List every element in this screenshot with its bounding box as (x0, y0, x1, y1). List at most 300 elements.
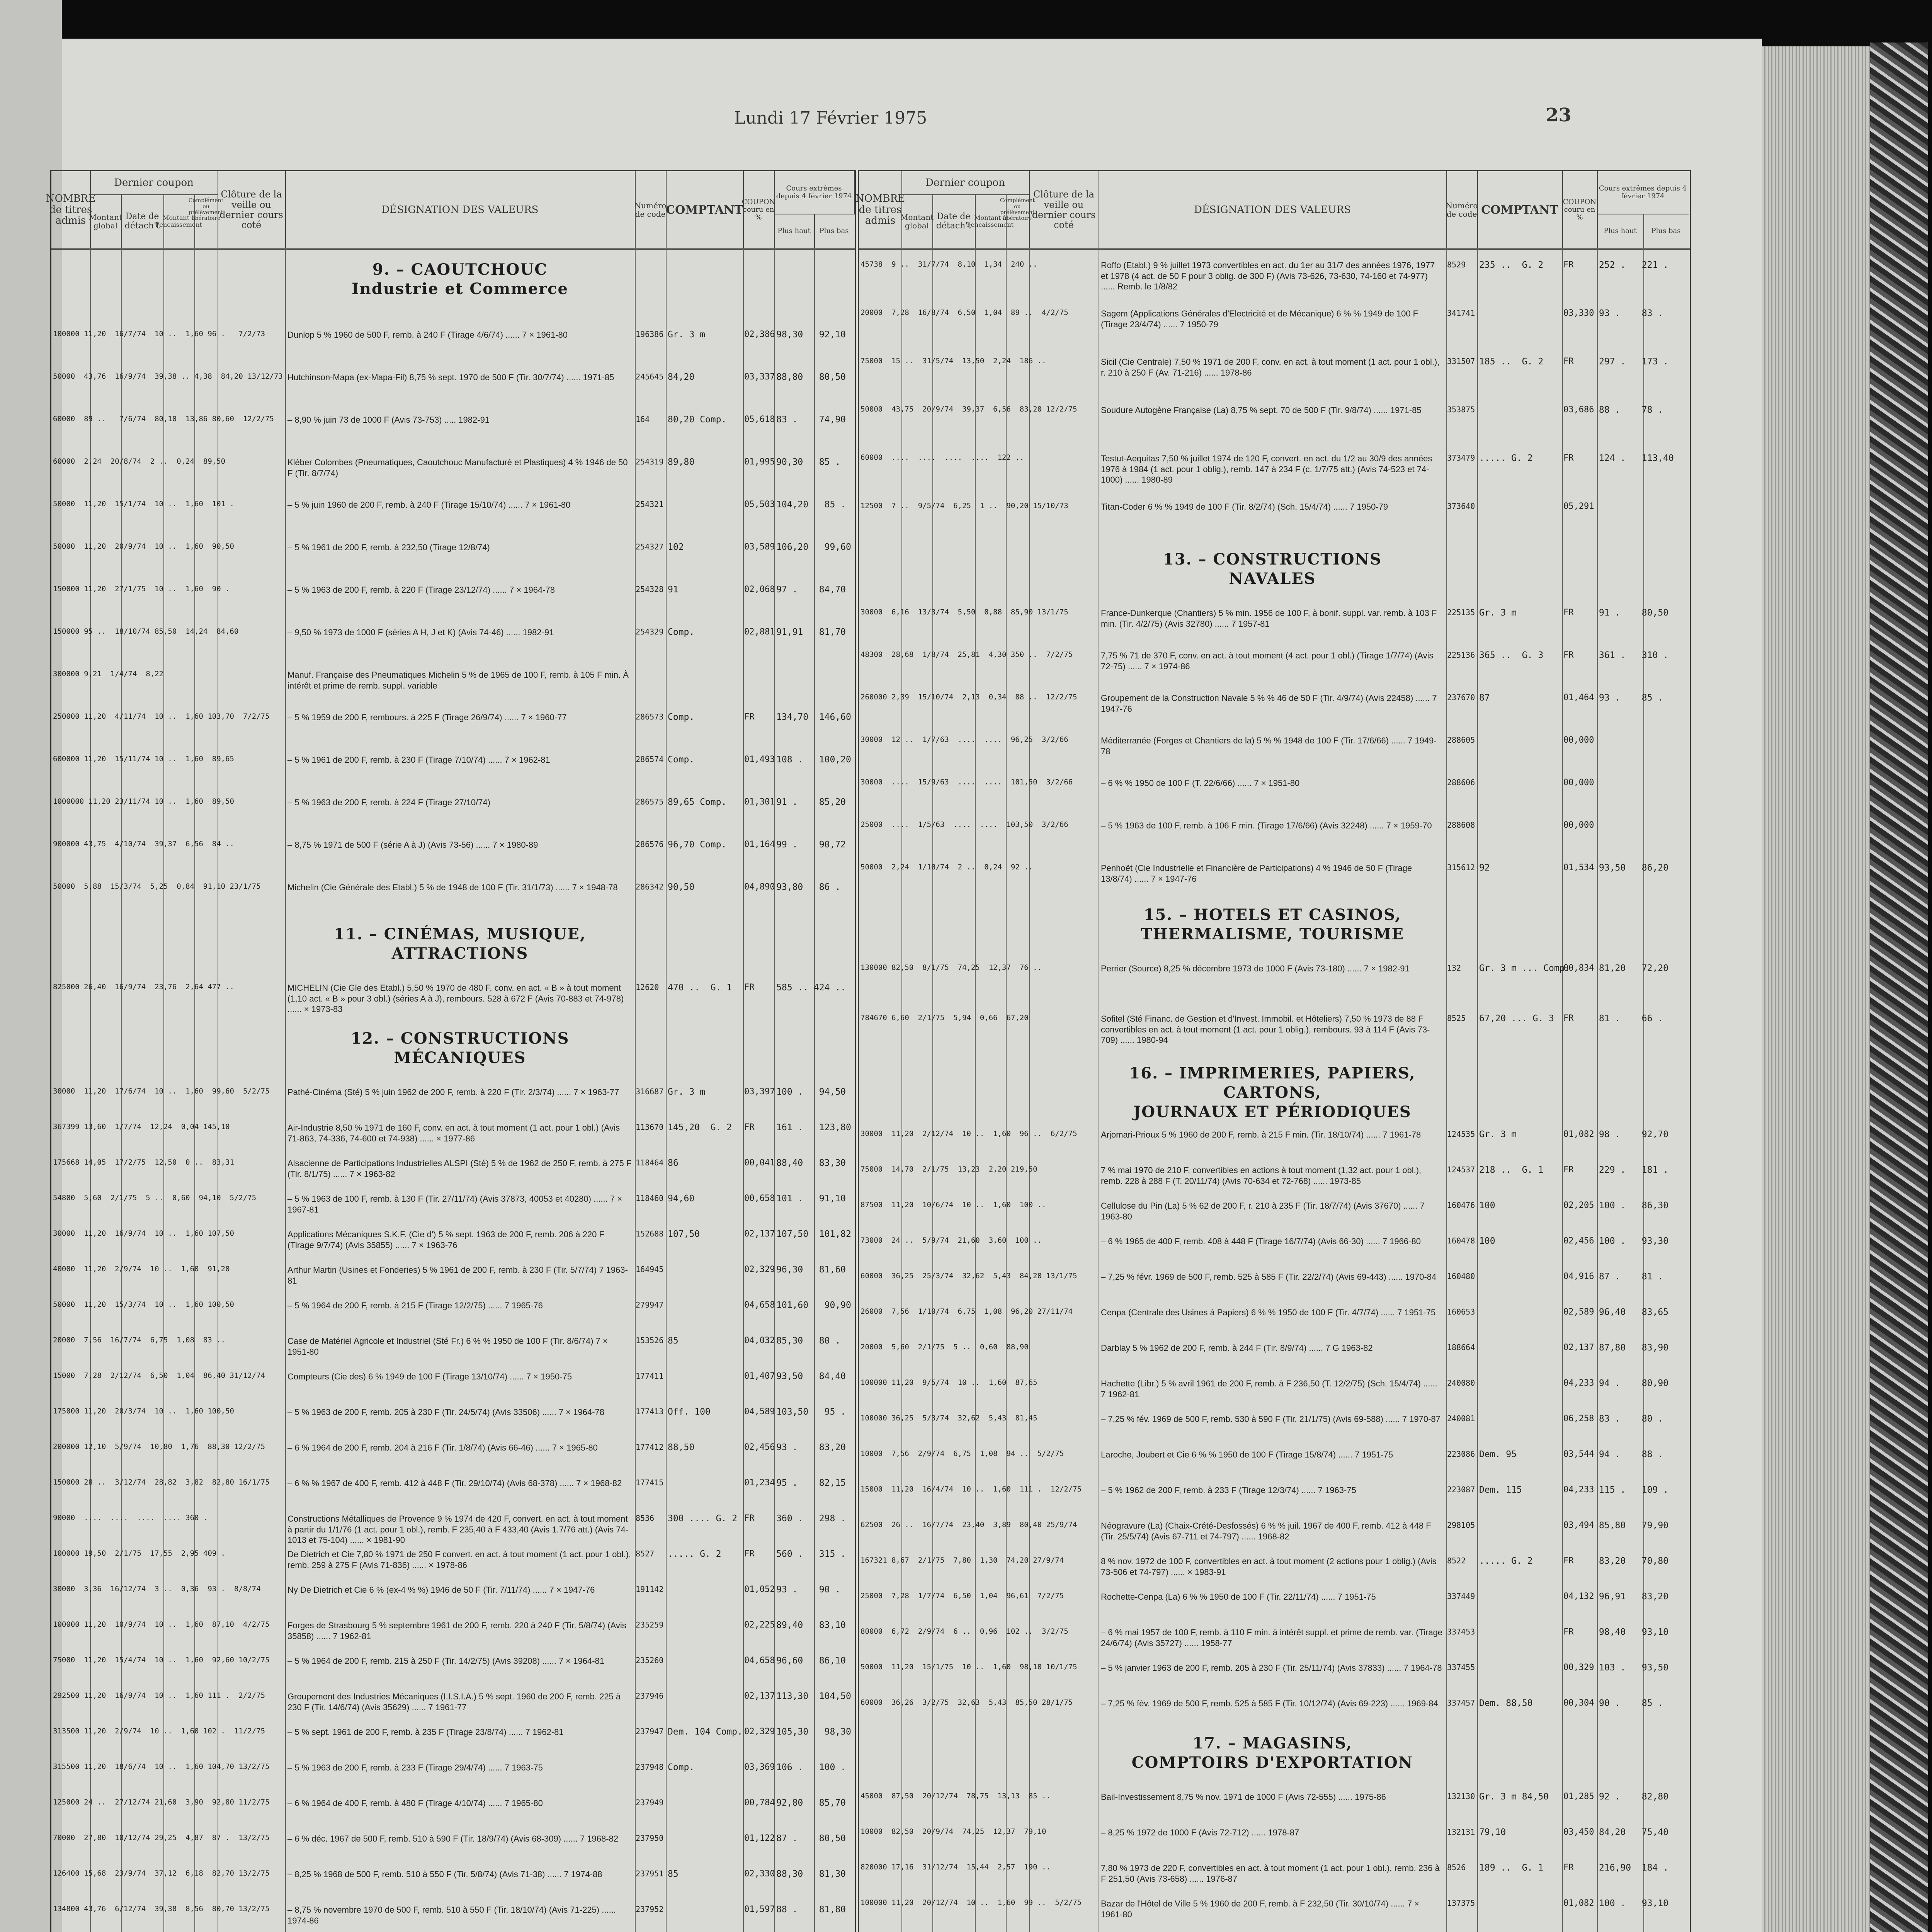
row-designation: – 6 % 1964 de 200 F, remb. 204 à 216 F (Tir. 1/8/74) (Avis 66-46) ...... 7 × 1965-80 (287, 1443, 598, 1452)
row-designation: Méditerranée (Forges et Chantiers de la) 5 % % 1948 de 100 F (Tir. 17/6/66) ...... 7 1949-78 (1101, 736, 1437, 756)
row-designation: – 8,25 % 1968 de 500 F, remb. 510 à 550 F (Tir. 5/8/74) (Avis 71-38) ...... 7 1974-88 (287, 1869, 602, 1879)
row-designation: Case de Matériel Agricole et Industriel (Sté Fr.) 6 % % 1950 de 100 F (Tir. 8/6/74) 7 × 1951-80 (287, 1336, 608, 1357)
row-coupon: 01,082 (1563, 1129, 1594, 1139)
col-extremes: Cours extrêmes depuis 4 février 1974 (774, 171, 855, 214)
row-hi_lo: 100 . 93,10 (1599, 1898, 1669, 1908)
row-nums: 50000 11,20 15/1/74 10 .. 1,60 101 . (53, 500, 234, 508)
row-code: 237950 (636, 1833, 664, 1843)
row-hi_lo: 103 . 93,50 (1599, 1663, 1669, 1673)
row-designation: Air-Industrie 8,50 % 1971 de 160 F, conv. en act. à tout moment (1 act. pour 1 obl.) (Avis 71-863, 74-336, 74-600 et 74-938) ...... × 1977-86 (287, 1123, 620, 1143)
col-rule (901, 248, 902, 1932)
row-coupon: FR (1563, 1627, 1574, 1637)
row-coupon: 00,304 (1563, 1698, 1594, 1708)
row-designation: Compteurs (Cie des) 6 % 1949 de 100 F (Tirage 13/10/74) ...... 7 × 1950-75 (287, 1372, 572, 1381)
row-designation: Cenpa (Centrale des Usines à Papiers) 6 % % 1950 de 100 F (Tir. 4/7/74) ...... 7 1951-75 (1101, 1308, 1436, 1317)
row-nums: 100000 11,20 9/5/74 10 .. 1,60 87,65 (861, 1378, 1037, 1387)
row-code: 337453 (1447, 1627, 1475, 1636)
col-rule (666, 248, 667, 1932)
row-coupon: 00,658 (744, 1194, 775, 1203)
row-code: 331507 (1447, 357, 1475, 366)
row-code: 223087 (1447, 1485, 1475, 1494)
row-code: 177413 (636, 1407, 664, 1416)
row-code: 286342 (636, 882, 664, 891)
row-coupon: 02,068 (744, 585, 775, 594)
row-nums: 30000 6,16 13/3/74 5,50 0,88 85,90 13/1/75 (861, 608, 1068, 616)
row-coupon: 03,337 (744, 372, 775, 382)
row-designation: – 7,25 % fév. 1969 de 500 F, remb. 525 à 585 F (Tir. 10/12/74) (Avis 69-223) ...... 1969-84 (1101, 1699, 1438, 1708)
row-code: 254319 (636, 457, 664, 466)
row-coupon: FR (1563, 260, 1574, 270)
row-nums: 10000 7,56 2/9/74 6,75 1,08 94 .. 5/2/75 (861, 1449, 1064, 1458)
row-coupon: 04,032 (744, 1336, 775, 1345)
row-comptant: 87 (1479, 693, 1490, 703)
row-nums: 150000 95 .. 18/10/74 85,50 14,24 84,60 (53, 627, 239, 636)
row-coupon: 00,000 (1563, 778, 1594, 787)
row-comptant: 102 (668, 542, 684, 552)
row-coupon: 01,122 (744, 1833, 775, 1843)
row-nums: 10000 82,50 20/9/74 74,25 12,37 79,10 (861, 1827, 1046, 1836)
row-comptant: Dem. 115 (1479, 1485, 1522, 1495)
row-nums: 25000 7,28 1/7/74 6,50 1,04 96,61 7/2/75 (861, 1592, 1064, 1600)
row-code: 152688 (636, 1229, 664, 1238)
row-hi_lo: 93,50 86,20 (1599, 863, 1669, 873)
row-hi_lo: 91,91 81,70 (776, 627, 846, 637)
row-code: 164945 (636, 1265, 664, 1274)
row-designation: Perrier (Source) 8,25 % décembre 1973 de 1000 F (Avis 73-180) ...... 7 × 1982-91 (1101, 964, 1410, 973)
row-nums: 15000 11,20 16/4/74 10 .. 1,60 111 . 12/2/75 (861, 1485, 1082, 1493)
row-designation: – 8,75 % novembre 1970 de 500 F, remb. 510 à 550 F (Tir. 18/10/74) (Avis 71-225) ...... 1974-86 (287, 1905, 616, 1925)
section-subheading: JOURNAUX ET PÉRIODIQUES (1133, 1103, 1412, 1121)
row-designation: – 5 % 1959 de 200 F, rembours. à 225 F (Tirage 26/9/74) ...... 7 × 1960-77 (287, 713, 567, 722)
section-heading: 13. (1163, 550, 1199, 568)
row-code: 353875 (1447, 405, 1475, 414)
row-hi_lo: 361 . 310 . (1599, 650, 1669, 660)
row-code: 196386 (636, 330, 664, 339)
row-coupon: 01,301 (744, 797, 775, 807)
row-hi_lo: 83,20 70,80 (1599, 1556, 1669, 1566)
row-coupon: 02,137 (744, 1691, 775, 1701)
row-coupon: 02,205 (1563, 1201, 1594, 1210)
row-hi_lo: 100 . 93,30 (1599, 1236, 1669, 1246)
row-nums: 75000 14,70 2/1/75 13,23 2,20 219,50 (861, 1165, 1037, 1173)
row-hi_lo: 134,70 146,60 (776, 712, 851, 722)
row-hi_lo: 216,90 184 . (1599, 1863, 1669, 1873)
row-hi_lo: 83 . 74,90 (776, 415, 846, 425)
row-designation: – 8,75 % 1971 de 500 F (série A à J) (Avis 73-56) ...... 7 × 1980-89 (287, 840, 538, 850)
row-code: 337455 (1447, 1663, 1475, 1672)
row-comptant: ..... G. 2 (1479, 1556, 1533, 1566)
row-designation: – 5 % 1964 de 200 F, remb. 215 à 250 F (Tir. 14/2/75) (Avis 39208) ...... 7 × 1964-81 (287, 1656, 604, 1666)
row-code: 288606 (1447, 778, 1475, 787)
row-coupon: 03,369 (744, 1762, 775, 1772)
row-code: 254321 (636, 500, 664, 509)
row-nums: 20000 7,56 16/7/74 6,75 1,08 83 .. (53, 1336, 226, 1344)
row-coupon: 02,456 (1563, 1236, 1594, 1246)
row-hi_lo: 92,80 85,70 (776, 1798, 846, 1808)
row-coupon: FR (1563, 1863, 1574, 1872)
row-coupon: FR (1563, 608, 1574, 617)
row-coupon: 01,164 (744, 840, 775, 849)
row-coupon: 02,137 (1563, 1343, 1594, 1352)
row-coupon: 02,881 (744, 627, 775, 637)
row-nums: 134800 43,76 6/12/74 39,38 8,56 80,70 13/2/75 (53, 1905, 270, 1913)
row-designation: 7 % mai 1970 de 210 F, convertibles en actions à tout moment (1,32 act. pour 1 obl.), remb. 228 à 288 F (T. 20/11/74) (Avis 70-634 et 72-768) ...... 1973-85 (1101, 1165, 1422, 1186)
row-hi_lo: 96,30 81,60 (776, 1265, 846, 1275)
col-rule (743, 248, 744, 1932)
row-designation: – 5 % juin 1960 de 200 F, remb. à 240 F (Tirage 15/10/74) ...... 7 × 1961-80 (287, 500, 571, 510)
row-nums: 30000 3,36 16/12/74 3 .. 0,36 93 . 8/8/74 (53, 1585, 261, 1593)
row-designation: Laroche, Joubert et Cie 6 % % 1950 de 100 F (Tirage 15/8/74) ...... 7 1951-75 (1101, 1450, 1393, 1459)
row-coupon: FR (1563, 650, 1574, 660)
row-coupon: 01,285 (1563, 1792, 1594, 1801)
row-nums: 30000 .... 15/9/63 .... .... 101,50 3/2/66 (861, 778, 1073, 786)
row-coupon: 01,995 (744, 457, 775, 467)
section-title (1099, 1734, 1446, 1772)
row-code: 132131 (1447, 1827, 1475, 1837)
row-nums: 20000 5,60 2/1/75 5 .. 0,60 88,90 (861, 1343, 1029, 1351)
row-designation: – 7,25 % févr. 1969 de 500 F, remb. 525 à 585 F (Tir. 22/2/74) (Avis 69-443) ...... 1970-84 (1101, 1272, 1437, 1282)
row-code: 315612 (1447, 863, 1475, 872)
section-subheading: THERMALISME, TOURISME (1140, 925, 1405, 943)
row-code: 286574 (636, 755, 664, 764)
row-comptant: Gr. 3 m (668, 1087, 705, 1097)
book-page-edges (1762, 46, 1870, 1932)
section-title (285, 260, 635, 299)
row-comptant: 85 (668, 1336, 679, 1346)
row-coupon: 00,329 (1563, 1663, 1594, 1672)
row-code: 188664 (1447, 1343, 1475, 1352)
row-hi_lo: 297 . 173 . (1599, 357, 1669, 367)
row-comptant: Comp. (668, 712, 695, 722)
row-hi_lo: 91 . 80,50 (1599, 608, 1669, 618)
row-designation: Néogravure (La) (Chaix-Crété-Desfossés) 6 % % juil. 1967 de 400 F, remb. 412 à 448 F (Tir. 25/5/74) (Avis 67-711 et 74-797) ...... 1968-82 (1101, 1521, 1431, 1541)
row-coupon: 02,329 (744, 1727, 775, 1736)
section-heading: 11. (334, 925, 369, 943)
row-hi_lo: 98,40 93,10 (1599, 1627, 1669, 1637)
row-code: 153526 (636, 1336, 664, 1345)
row-coupon: FR (1563, 453, 1574, 463)
row-hi_lo: 90,30 85 . (776, 457, 841, 467)
section-heading-text: – CAOUTCHOUC (396, 260, 548, 279)
row-nums: 75000 15 .. 31/5/74 13,50 2,24 186 .. (861, 357, 1046, 365)
row-hi_lo: 105,30 98,30 (776, 1727, 851, 1737)
row-coupon: 04,658 (744, 1656, 775, 1665)
row-coupon: FR (1563, 1014, 1574, 1023)
right-table (855, 170, 1691, 1932)
col-plus-haut: Plus haut (774, 214, 815, 248)
row-code: 373640 (1447, 502, 1475, 511)
row-hi_lo: 88,40 83,30 (776, 1158, 846, 1168)
col-montant-encaissement: Montant à l'encaissement (975, 194, 1007, 248)
row-code: 254327 (636, 542, 664, 551)
row-coupon: 00,041 (744, 1158, 775, 1168)
row-hi_lo: 88 . 78 . (1599, 405, 1663, 415)
row-hi_lo: 88,80 80,50 (776, 372, 846, 382)
row-nums: 1000000 11,20 23/11/74 10 .. 1,60 89,50 (53, 797, 234, 806)
col-montant-encaissement: Montant à l'encaissement (163, 194, 195, 248)
row-nums: 70000 27,80 10/12/74 29,25 4,87 87 . 13/2/75 (53, 1833, 270, 1842)
row-hi_lo: 81 . 66 . (1599, 1014, 1663, 1024)
row-code: 245645 (636, 372, 664, 381)
row-comptant: 91 (668, 585, 679, 595)
row-hi_lo: 96,60 86,10 (776, 1656, 846, 1666)
col-numero: Numéro de code (635, 171, 667, 248)
row-code: 132130 (1447, 1792, 1475, 1801)
row-coupon: 01,234 (744, 1478, 775, 1488)
row-nums: 60000 2,24 20/8/74 2 .. 0,24 89,50 (53, 457, 226, 466)
col-rule (1643, 248, 1644, 1932)
row-designation: Testut-Aequitas 7,50 % juillet 1974 de 120 F, convert. en act. du 1/2 au 30/9 des années 1976 à 1984 (1 act. pour 1 oblig.), remb. 147 à 234 F (c. 1/7/75 att.) (Avis 74-523 et 74-1000) ...... 1980-89 (1101, 454, 1432, 485)
row-code: 237949 (636, 1798, 664, 1807)
row-hi_lo: 95 . 82,15 (776, 1478, 846, 1488)
row-nums: 825000 26,40 16/9/74 23,76 2,64 477 .. (53, 983, 234, 991)
row-nums: 100000 19,50 2/1/75 17,55 2,95 409 . (53, 1549, 226, 1558)
row-designation: Pathé-Cinéma (Sté) 5 % juin 1962 de 200 F, remb. à 220 F (Tir. 2/3/74) ...... 7 × 1963-77 (287, 1087, 619, 1097)
row-hi_lo: 93,50 84,40 (776, 1371, 846, 1381)
row-coupon: FR (744, 1122, 755, 1132)
row-hi_lo: 161 . 123,80 (776, 1122, 851, 1133)
row-nums: 60000 89 .. 7/6/74 80,10 13,86 80,60 12/2/75 (53, 415, 274, 423)
row-comptant: 89,65 Comp. (668, 797, 727, 807)
row-nums: 48300 28,68 1/8/74 25,81 4,30 350 .. 7/2/75 (861, 650, 1073, 659)
row-comptant: 84,20 (668, 372, 695, 382)
row-designation: Bail-Investissement 8,75 % nov. 1971 de 1000 F (Avis 72-555) ...... 1975-86 (1101, 1792, 1386, 1802)
col-cloture: Clôture de la veille ou dernier cours coté (1029, 171, 1099, 248)
row-comptant: Off. 100 (668, 1407, 711, 1417)
row-nums: 820000 17,16 31/12/74 15,44 2,57 190 .. (861, 1863, 1051, 1871)
col-coupon-couru: COUPON couru en % (1562, 171, 1598, 248)
row-coupon: FR (744, 712, 755, 722)
col-rule (932, 248, 933, 1932)
row-nums: 60000 .... .... .... .... 122 .. (861, 453, 1024, 462)
row-coupon: 04,658 (744, 1300, 775, 1310)
row-code: 8526 (1447, 1863, 1466, 1872)
col-date-detach: Date de détach't (121, 194, 164, 248)
section-heading-text: – CONSTRUCTIONS (386, 1029, 570, 1048)
section-title (285, 1029, 635, 1068)
section-heading-text: – HOTELS ET CASINOS, (1179, 906, 1401, 924)
row-hi_lo: 85,80 79,90 (1599, 1520, 1669, 1531)
col-plus-bas: Plus bas (819, 227, 849, 235)
row-hi_lo: 96,91 83,20 (1599, 1592, 1669, 1602)
col-rule (1477, 248, 1478, 1932)
col-rule (1446, 248, 1447, 1932)
row-coupon: 05,291 (1563, 502, 1594, 511)
row-hi_lo: 107,50 101,82 (776, 1229, 851, 1239)
row-designation: Sicil (Cie Centrale) 7,50 % 1971 de 200 F, conv. en act. à tout moment (1 act. pour 1 obl.), r. 210 à 250 F (Av. 71-216) ...... 1978-86 (1101, 357, 1440, 378)
row-comptant: Gr. 3 m 84,50 (1479, 1792, 1549, 1802)
row-coupon: 02,330 (744, 1869, 775, 1879)
row-code: 124537 (1447, 1165, 1475, 1174)
row-code: 113670 (636, 1122, 664, 1132)
row-nums: 150000 28 .. 3/12/74 28,82 3,82 82,80 16/1/75 (53, 1478, 270, 1486)
row-coupon: 03,589 (744, 542, 775, 552)
row-code: 177411 (636, 1371, 664, 1381)
col-complement: Complément ou prélèvement libératoire (194, 171, 218, 248)
row-coupon: 03,397 (744, 1087, 775, 1097)
col-rule (1006, 248, 1007, 1932)
row-coupon: 02,456 (744, 1442, 775, 1452)
row-comptant: Comp. (668, 755, 695, 765)
row-code: 191142 (636, 1585, 664, 1594)
row-comptant: 107,50 (668, 1229, 700, 1239)
row-nums: 100000 11,20 16/7/74 10 .. 1,60 96 . 7/2/73 (53, 330, 265, 338)
page-number: 23 (1546, 104, 1571, 126)
row-comptant: 365 .. G. 3 (1479, 650, 1544, 660)
row-code: 160653 (1447, 1307, 1475, 1316)
col-rule (975, 248, 976, 1932)
row-hi_lo: 93 . 83 . (1599, 308, 1663, 318)
row-designation: – 6 % % 1967 de 400 F, remb. 412 à 448 F (Tir. 29/10/74) (Avis 68-378) ...... 7 × 1968-82 (287, 1478, 622, 1488)
row-coupon: 03,494 (1563, 1520, 1594, 1530)
row-coupon: 02,137 (744, 1229, 775, 1239)
row-code: 160476 (1447, 1201, 1475, 1210)
section-heading-text: – MAGASINS, (1228, 1734, 1352, 1752)
row-hi_lo: 104,20 85 . (776, 500, 846, 510)
row-hi_lo: 101,60 90,90 (776, 1300, 851, 1310)
row-hi_lo: 91 . 85,20 (776, 797, 846, 807)
row-hi_lo: 93 . 85 . (1599, 693, 1663, 703)
col-rule (285, 248, 286, 1932)
row-hi_lo: 92 . 82,80 (1599, 1792, 1669, 1802)
row-code: 237952 (636, 1905, 664, 1914)
row-code: 177412 (636, 1442, 664, 1452)
row-nums: 200000 12,10 5/9/74 10,80 1,76 88,30 12/2/75 (53, 1442, 265, 1451)
col-comptant: COMPTANT (666, 171, 744, 248)
row-coupon: 05,503 (744, 500, 775, 509)
row-designation: 8 % nov. 1972 de 100 F, convertibles en act. à tout moment (2 actions pour 1 oblig.) (Avis 73-506 et 74-797) ...... × 1983-91 (1101, 1556, 1437, 1577)
row-nums: 25000 .... 1/5/63 .... .... 103,50 3/2/66 (861, 820, 1068, 829)
row-nums: 100000 11,20 10/9/74 10 .. 1,60 87,10 4/2/75 (53, 1620, 270, 1629)
row-code: 124535 (1447, 1129, 1475, 1139)
row-nums: 100000 36,25 5/3/74 32,62 5,43 81,45 (861, 1414, 1037, 1422)
section-heading: 9. (372, 260, 396, 279)
section-subheading: ATTRACTIONS (391, 944, 529, 963)
row-nums: 20000 7,28 16/8/74 6,50 1,04 89 .. 4/2/75 (861, 308, 1068, 317)
row-nums: 50000 11,20 15/1/75 10 .. 1,60 98,10 10/1/75 (861, 1663, 1077, 1671)
row-code: 316687 (636, 1087, 664, 1096)
row-designation: – 8,90 % juin 73 de 1000 F (Avis 73-753) ..... 1982-91 (287, 415, 490, 425)
section-heading: 15. (1143, 906, 1179, 924)
row-nums: 150000 11,20 27/1/75 10 .. 1,60 90 . (53, 585, 230, 593)
row-hi_lo: 101 . 91,10 (776, 1194, 846, 1204)
row-code: 225135 (1447, 608, 1475, 617)
row-comptant: 96,70 Comp. (668, 840, 727, 850)
row-nums: 75000 11,20 15/4/74 10 .. 1,60 92,60 10/2/75 (53, 1656, 270, 1664)
row-coupon: 03,330 (1563, 308, 1594, 318)
row-coupon: 02,386 (744, 330, 775, 339)
col-rule (1597, 248, 1598, 1932)
row-designation: – 6 % 1965 de 400 F, remb. 408 à 448 F (Tirage 16/7/74) (Avis 66-30) ...... 7 1966-80 (1101, 1236, 1421, 1246)
row-nums: 250000 11,20 4/11/74 10 .. 1,60 103,70 7/2/75 (53, 712, 270, 721)
row-designation: Manuf. Française des Pneumatiques Michelin 5 % de 1965 de 100 F, remb. à 105 F min. À intérêt et prime de remb. suppl. variable (287, 670, 629, 690)
row-designation: – 5 % 1963 de 200 F, remb. à 233 F (Tirage 29/4/74) ...... 7 1963-75 (287, 1763, 543, 1772)
row-code: 225136 (1447, 650, 1475, 660)
row-code: 137375 (1447, 1898, 1475, 1908)
row-hi_lo: 560 . 315 . (776, 1549, 846, 1559)
row-hi_lo: 98,30 92,10 (776, 330, 846, 340)
row-nums: 315500 11,20 18/6/74 10 .. 1,60 104,70 13/2/75 (53, 1762, 270, 1771)
row-coupon: 00,784 (744, 1798, 775, 1808)
col-nombre: NOMBRE de titres admis (859, 171, 902, 248)
col-extremes: Cours extrêmes depuis 4 février 1974 (1597, 171, 1689, 214)
row-nums: 367399 13,60 1/7/74 12,24 0,04 145,10 (53, 1122, 230, 1131)
row-nums: 26000 7,56 1/10/74 6,75 1,08 96,20 27/11/74 (861, 1307, 1073, 1316)
col-plus-bas: Plus bas (1651, 227, 1681, 235)
row-nums: 600000 11,20 15/11/74 10 .. 1,60 89,65 (53, 755, 234, 763)
col-montant-global: Montant global (901, 194, 933, 248)
row-comptant: ..... G. 2 (668, 1549, 721, 1559)
col-dernier-coupon: Dernier coupon (901, 171, 1030, 195)
row-designation: Penhoët (Cie Industrielle et Financière de Participations) 4 % 1946 de 50 F (Tirage 13/8/74) ...... 7 × 1947-76 (1101, 863, 1412, 884)
row-coupon: 01,597 (744, 1905, 775, 1914)
row-coupon: 01,052 (744, 1585, 775, 1594)
row-hi_lo: 87 . 81 . (1599, 1272, 1663, 1282)
row-designation: Rochette-Cenpa (La) 6 % % 1950 de 100 F (Tir. 22/11/74) ...... 7 1951-75 (1101, 1592, 1376, 1602)
row-hi_lo: 103,50 95 . (776, 1407, 846, 1417)
row-designation: Hachette (Libr.) 5 % avril 1961 de 200 F, remb. à F 236,50 (T. 12/2/75) (Sch. 15/4/74) ...... 7 1962-81 (1101, 1379, 1437, 1399)
col-rule (1562, 248, 1563, 1932)
row-designation: 7,80 % 1973 de 220 F, convertibles en act. à tout moment (1 act. pour 1 obl.), remb. 236 à F 251,50 (Avis 73-658) ...... 1976-87 (1101, 1863, 1440, 1884)
section-heading: 16. (1129, 1064, 1165, 1082)
row-code: 286575 (636, 797, 664, 806)
row-nums: 40000 11,20 2/9/74 10 .. 1,60 91,20 (53, 1265, 230, 1273)
row-nums: 87500 11,20 10/6/74 10 .. 1,60 100 .. (861, 1201, 1046, 1209)
row-nums: 90000 .... .... .... .... 360 . (53, 1514, 208, 1522)
row-designation: Dunlop 5 % 1960 de 500 F, remb. à 240 F (Tirage 4/6/74) ...... 7 × 1961-80 (287, 330, 568, 340)
row-comptant: Comp. (668, 1762, 695, 1772)
row-hi_lo: 99 . 90,72 (776, 840, 846, 850)
row-nums: 12500 7 .. 9/5/74 6,25 1 .. 90,20 15/10/73 (861, 502, 1068, 510)
row-coupon: 02,225 (744, 1620, 775, 1630)
row-designation: Titan-Coder 6 % % 1949 de 100 F (Tir. 8/2/74) (Sch. 15/4/74) ...... 7 1950-79 (1101, 502, 1388, 512)
row-hi_lo: 84,20 75,40 (1599, 1827, 1669, 1837)
row-hi_lo: 100 . 86,30 (1599, 1201, 1669, 1211)
row-comptant: 79,10 (1479, 1827, 1506, 1837)
row-code: 235259 (636, 1620, 664, 1629)
section-heading-text: – CONSTRUCTIONS (1198, 550, 1382, 568)
row-coupon: 03,450 (1563, 1827, 1594, 1837)
row-hi_lo: 87 . 80,50 (776, 1833, 846, 1844)
row-nums: 784670 6,60 2/1/75 5,94 0,66 67,20 (861, 1014, 1029, 1022)
row-comptant: 185 .. G. 2 (1479, 357, 1544, 367)
row-nums: 50000 5,88 15/3/74 5,25 0,84 91,10 23/1/75 (53, 882, 261, 891)
row-code: 237946 (636, 1691, 664, 1701)
row-coupon: 04,589 (744, 1407, 775, 1417)
row-coupon: FR (744, 983, 755, 992)
section-subheading: COMPTOIRS D'EXPORTATION (1131, 1753, 1413, 1772)
row-comptant: Gr. 3 m ... Comp. (1479, 963, 1570, 973)
row-nums: 30000 11,20 16/9/74 10 .. 1,60 107,50 (53, 1229, 234, 1238)
section-heading: 17. (1192, 1734, 1228, 1752)
row-nums: 62500 26 .. 16/7/74 23,40 3,89 80,40 25/9/74 (861, 1520, 1077, 1529)
row-code: 12620 (636, 983, 659, 992)
row-designation: – 5 % 1963 de 200 F, remb. 205 à 230 F (Tir. 24/5/74) (Avis 33506) ...... 7 × 1964-78 (287, 1407, 604, 1417)
row-hi_lo: 115 . 109 . (1599, 1485, 1669, 1495)
row-nums: 30000 12 .. 1/7/63 .... .... 96,25 3/2/66 (861, 735, 1068, 744)
col-date-detach: Date de détach't (932, 194, 976, 248)
row-coupon: 01,493 (744, 755, 775, 764)
row-nums: 60000 36,26 3/2/75 32,63 5,43 85,50 28/1/75 (861, 1698, 1073, 1707)
row-coupon: 00,000 (1563, 820, 1594, 830)
row-nums: 900000 43,75 4/10/74 39,37 6,56 84 .. (53, 840, 234, 848)
row-hi_lo: 252 . 221 . (1599, 260, 1669, 270)
section-heading-text: – CINÉMAS, MUSIQUE, (369, 925, 586, 943)
row-hi_lo: 93 . 90 . (776, 1585, 841, 1595)
row-designation: Alsacienne de Participations Industrielles ALSPI (Sté) 5 % de 1962 de 250 F, remb. à 275 F (Tir. 8/1/75) ...... 7 × 1963-82 (287, 1158, 632, 1179)
row-designation: Sofitel (Sté Financ. de Gestion et d'Invest. Immobil. et Hôteliers) 7,50 % 1973 de 88 F convertibles en act. à tout moment (1 act. pour 1 oblig.), rembours. 93 à 114 F (Avis 73-709) ...... 1980-94 (1101, 1014, 1430, 1045)
row-coupon: 01,082 (1563, 1898, 1594, 1908)
